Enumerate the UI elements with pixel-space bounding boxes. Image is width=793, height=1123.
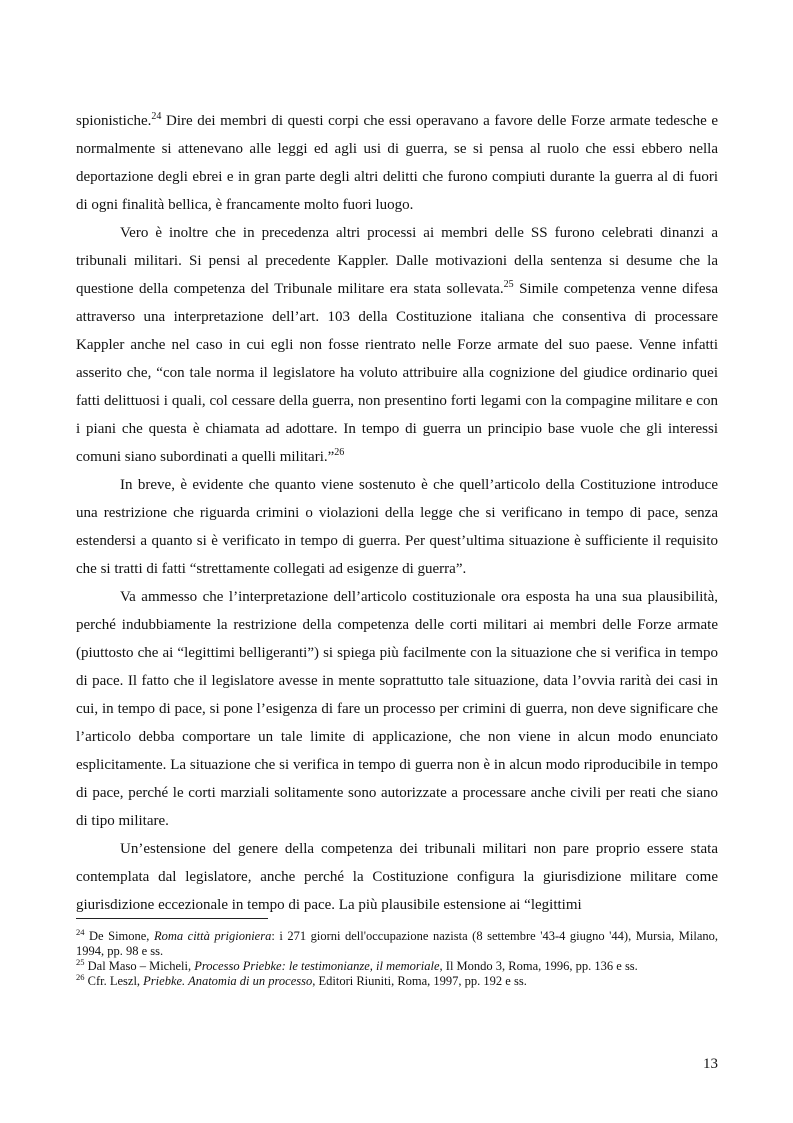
footnote-author: De Simone,	[84, 929, 154, 943]
paragraph-1-text-a: spionistiche.	[76, 113, 152, 129]
footnotes	[76, 918, 718, 989]
paragraph-2-text-a: Vero è inoltre che in precedenza altri processi ai membri delle SS furono celebrati dinanzi a tribunali militari. Si pensi al precedente Kappler. Dalle motivazioni della sentenza si desume che la questione della competenza del Tribunale militare era stata sollevata.	[76, 225, 718, 297]
footnote-title: Processo Priebke: le testimonianze, il memoriale,	[194, 959, 443, 973]
footnote-ref-25[interactable]: 25	[503, 279, 514, 290]
footnote-separator	[76, 918, 268, 919]
footnote-25	[76, 956, 718, 974]
footnote-26	[76, 971, 718, 989]
footnote-24	[76, 926, 719, 959]
paragraph-5: Un’estensione del genere della competenza dei tribunali militari non pare proprio essere stata contemplata dal legislatore, anche perché la Costituzione configura la giurisdizione militare come giurisdizione eccezionale in tempo di pace. La più plausibile estensione ai “legittimi	[76, 841, 718, 913]
footnote-ref-24[interactable]: 24	[151, 111, 162, 122]
page-body	[76, 107, 718, 919]
paragraph-4: Va ammesso che l’interpretazione dell’articolo costituzionale ora esposta ha una sua plausibilità, perché indubbiamente la restrizione della competenza delle corti militari ai membri delle Forze armate (piuttosto che ai “legittimi belligeranti”) si spiega più facilmente con la situazione che si verifica in tempo di pace. Il fatto che il legislatore avesse in mente soprattutto tale situazione, data l’ovvia rarità dei casi in cui, in tempo di pace, si pone l’esigenza di fare un processo per crimini di guerra, non deve significare che l’articolo debba comportare un tale limite di applicazione, che non viene in alcun modo enunciato esplicitamente. La situazione che si verifica in tempo di guerra non è in alcun modo riproducibile in tempo di pace, perché le corti marziali solitamente sono autorizzate a processare anche civili per reati che siano di tipo militare.	[76, 589, 718, 829]
footnote-author: Cfr. Leszl,	[84, 974, 144, 988]
footnote-title: Priebke. Anatomia di un processo	[143, 974, 313, 988]
footnote-number: 24	[76, 926, 85, 937]
paragraph-2	[76, 219, 718, 471]
footnote-number: 25	[76, 956, 85, 967]
footnote-title: Roma città prigioniera	[153, 929, 272, 943]
footnote-details: : i 271 giorni dell'occupazione nazista (8 settembre '43-4 giugno '44), Mursia, Milano, 1994, pp. 98 e ss.	[76, 929, 719, 958]
paragraph-1	[76, 107, 718, 219]
paragraph-3: In breve, è evidente che quanto viene sostenuto è che quell’articolo della Costituzione introduce una restrizione che riguarda crimini o violazioni della legge che si verificano in tempo di pace, senza estendersi a quanto si è verificato in tempo di guerra. Per quest’ultima situazione è sufficiente il requisito che si tratti di fatti “strettamente collegati ad esigenze di guerra”.	[76, 477, 718, 577]
footnote-author: Dal Maso – Micheli,	[84, 959, 195, 973]
paragraph-2-text-b: Simile competenza venne difesa attraverso una interpretazione dell’art. 103 della Costituzione italiana che consentiva di processare Kappler anche nel caso in cui egli non fosse rientrato nelle Forze armate del suo paese. Venne infatti asserito che, “con tale norma il legislatore ha voluto attribuire alla cognizione del giudice ordinario quei fatti delittuosi i quali, col cessare della guerra, non presentino forti legami con la compagine militare e con i piani che questa è chiamata ad adottare. In tempo di guerra un principio base vuole che gli interessi comuni siano subordinati a quelli militari.”	[76, 281, 718, 465]
footnote-number: 26	[76, 971, 85, 982]
page-number: 13	[703, 1056, 718, 1072]
footnote-details: , Editori Riuniti, Roma, 1997, pp. 192 e ss.	[312, 974, 527, 988]
footnote-ref-26[interactable]: 26	[334, 447, 345, 458]
paragraph-1-text-b: Dire dei membri di questi corpi che essi operavano a favore delle Forze armate tedesche e normalmente si attenevano alle leggi ed agli usi di guerra, se si pensa al ruolo che essi ebbero nella deportazione degli ebrei e in gran parte degli altri delitti che furono compiuti durante la guerra al di fuori di ogni finalità bellica, è francamente molto fuori luogo.	[76, 113, 718, 213]
footnote-details: Il Mondo 3, Roma, 1996, pp. 136 e ss.	[442, 959, 638, 973]
